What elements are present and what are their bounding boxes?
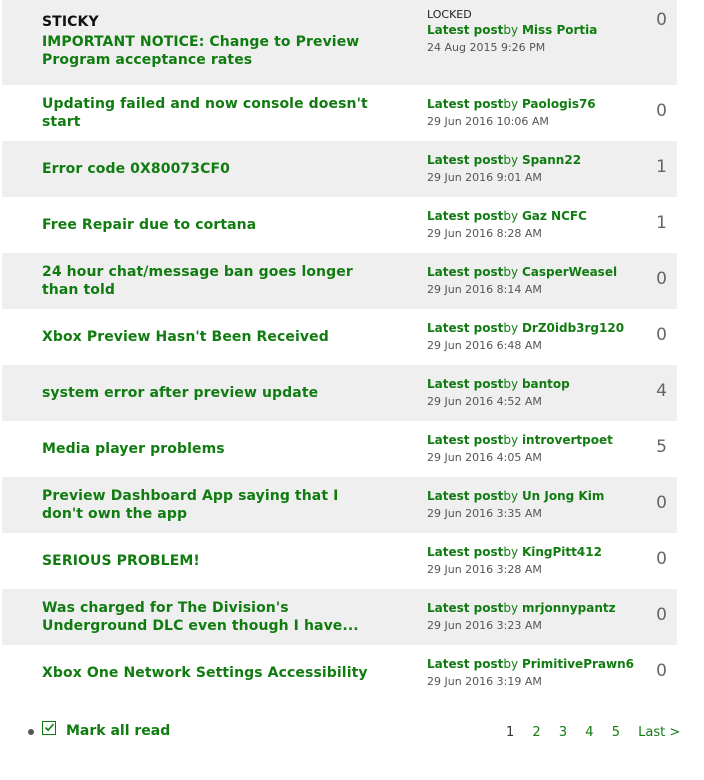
latest-post-label: Latest post — [427, 153, 504, 167]
bullet-icon — [28, 729, 34, 735]
reply-count: 5 — [656, 437, 667, 457]
thread-row — [2, 645, 677, 701]
post-date: 29 Jun 2016 10:06 AM — [427, 115, 549, 128]
thread-title-link[interactable]: Media player problems — [42, 441, 225, 457]
thread-meta — [427, 7, 627, 56]
post-date: 29 Jun 2016 9:01 AM — [427, 171, 542, 184]
page-link-5[interactable]: 5 — [611, 725, 620, 740]
post-date: 29 Jun 2016 3:28 AM — [427, 563, 542, 576]
post-date: 29 Jun 2016 4:52 AM — [427, 395, 542, 408]
thread-meta — [427, 656, 634, 690]
reply-count: 0 — [656, 269, 667, 289]
author-link[interactable]: introvertpoet — [521, 433, 613, 447]
latest-post-line — [427, 96, 627, 113]
latest-post-line — [427, 600, 627, 617]
thread-meta — [427, 320, 627, 354]
reply-count: 0 — [656, 661, 667, 681]
latest-post-label: Latest post — [427, 377, 504, 391]
thread-title-text[interactable]: IMPORTANT NOTICE: Change to Preview Program acceptance rates — [42, 34, 360, 68]
post-date: 29 Jun 2016 3:19 AM — [427, 675, 542, 688]
post-date: 29 Jun 2016 6:48 AM — [427, 339, 542, 352]
reply-count: 4 — [656, 381, 667, 401]
author-link[interactable]: DrZ0idb3rg120 — [521, 321, 625, 335]
reply-count: 0 — [656, 325, 667, 345]
thread-row-sticky — [2, 0, 677, 85]
thread-row — [2, 141, 677, 197]
latest-post-label: Latest post — [427, 545, 504, 559]
latest-post-line — [427, 208, 627, 225]
latest-post-label: Latest post — [427, 321, 504, 335]
thread-row — [2, 477, 677, 533]
latest-post-line — [427, 22, 627, 39]
post-date: 29 Jun 2016 8:28 AM — [427, 227, 542, 240]
latest-post-label: Latest post — [427, 433, 504, 447]
thread-title-link[interactable]: Error code 0X80073CF0 — [42, 161, 230, 177]
by-label: by — [503, 433, 519, 447]
by-label: by — [503, 489, 519, 503]
thread-meta — [427, 600, 627, 634]
page-link-3[interactable]: 3 — [558, 725, 568, 740]
thread-meta — [427, 208, 627, 242]
reply-count: 0 — [656, 101, 667, 121]
by-label: by — [503, 545, 519, 559]
thread-row — [2, 421, 677, 477]
reply-count: 1 — [656, 213, 667, 233]
thread-row — [2, 253, 677, 309]
thread-title-link[interactable]: Xbox One Network Settings Accessibility — [42, 665, 368, 681]
by-label: by — [503, 321, 519, 335]
thread-row — [2, 85, 677, 141]
thread-meta — [427, 544, 627, 578]
thread-title-link[interactable]: 24 hour chat/message ban goes longer than told — [42, 264, 353, 298]
thread-meta — [427, 376, 627, 410]
post-date: 24 Aug 2015 9:26 PM — [427, 41, 546, 54]
thread-title-link[interactable]: Preview Dashboard App saying that I don't own the app — [42, 488, 339, 522]
thread-title-link[interactable]: Free Repair due to cortana — [42, 217, 257, 233]
thread-title-link[interactable]: Updating failed and now console doesn't start — [42, 96, 368, 130]
checkbox-icon[interactable] — [42, 721, 56, 735]
page-link-1[interactable]: 1 — [506, 725, 515, 740]
latest-post-label: Latest post — [427, 23, 504, 37]
thread-row — [2, 533, 677, 589]
thread-title-link[interactable]: SERIOUS PROBLEM! — [42, 553, 200, 569]
thread-title-link[interactable]: Was charged for The Division's Underground DLC even though I have... — [42, 600, 359, 634]
author-link[interactable]: mrjonnypantz — [521, 601, 616, 615]
mark-all-read-link[interactable]: Mark all read — [66, 723, 171, 739]
author-link[interactable]: bantop — [521, 377, 570, 391]
author-link[interactable]: Miss Portia — [521, 23, 598, 37]
by-label: by — [503, 601, 519, 615]
pagination — [506, 725, 680, 740]
post-date: 29 Jun 2016 8:14 AM — [427, 283, 542, 296]
thread-title-link[interactable]: system error after preview update — [42, 385, 319, 401]
latest-post-line — [427, 432, 627, 449]
latest-post-label: Latest post — [427, 97, 504, 111]
page-link-2[interactable]: 2 — [532, 725, 541, 740]
reply-count: 0 — [656, 549, 667, 569]
latest-post-label: Latest post — [427, 265, 504, 279]
author-link[interactable]: KingPitt412 — [521, 545, 602, 559]
latest-post-line — [427, 488, 627, 505]
by-label: by — [503, 97, 519, 111]
latest-post-line — [427, 544, 627, 561]
by-label: by — [503, 209, 519, 223]
thread-row — [2, 309, 677, 365]
thread-meta — [427, 152, 627, 186]
thread-meta — [427, 488, 627, 522]
latest-post-label: Latest post — [427, 601, 504, 615]
latest-post-label: Latest post — [427, 489, 504, 503]
thread-row — [2, 589, 677, 645]
reply-count: 0 — [656, 10, 667, 30]
list-footer — [0, 714, 704, 754]
latest-post-label: Latest post — [427, 657, 504, 671]
thread-row — [2, 197, 677, 253]
thread-meta — [427, 432, 627, 466]
sticky-label: STICKY — [42, 14, 99, 30]
author-link[interactable]: Un Jong Kim — [521, 489, 605, 503]
last-page-link[interactable]: Last > — [638, 725, 681, 740]
post-date: 29 Jun 2016 3:35 AM — [427, 507, 542, 520]
thread-list — [2, 0, 677, 701]
author-link[interactable]: Gaz NCFC — [521, 209, 587, 223]
thread-title-link[interactable] — [42, 13, 372, 69]
latest-post-label: Latest post — [427, 209, 504, 223]
author-link[interactable]: Paologis76 — [521, 97, 596, 111]
locked-label: LOCKED — [427, 8, 472, 21]
post-date: 29 Jun 2016 4:05 AM — [427, 451, 542, 464]
by-label: by — [503, 265, 519, 279]
latest-post-line — [427, 656, 634, 673]
reply-count: 0 — [656, 493, 667, 513]
page-link-4[interactable]: 4 — [585, 725, 594, 740]
reply-count: 0 — [656, 605, 667, 625]
post-date: 29 Jun 2016 3:23 AM — [427, 619, 542, 632]
by-label: by — [503, 657, 519, 671]
by-label: by — [503, 153, 519, 167]
thread-meta — [427, 96, 627, 130]
latest-post-line — [427, 320, 627, 337]
reply-count: 1 — [656, 157, 667, 177]
thread-row — [2, 365, 677, 421]
latest-post-line — [427, 376, 627, 393]
author-link[interactable]: PrimitivePrawn6 — [521, 657, 634, 671]
thread-title-link[interactable]: Xbox Preview Hasn't Been Received — [42, 329, 329, 345]
by-label: by — [503, 377, 519, 391]
thread-meta — [427, 264, 627, 298]
author-link[interactable]: CasperWeasel — [521, 265, 618, 279]
author-link[interactable]: Spann22 — [521, 153, 582, 167]
by-label: by — [503, 23, 519, 37]
latest-post-line — [427, 152, 627, 169]
latest-post-line — [427, 264, 627, 281]
